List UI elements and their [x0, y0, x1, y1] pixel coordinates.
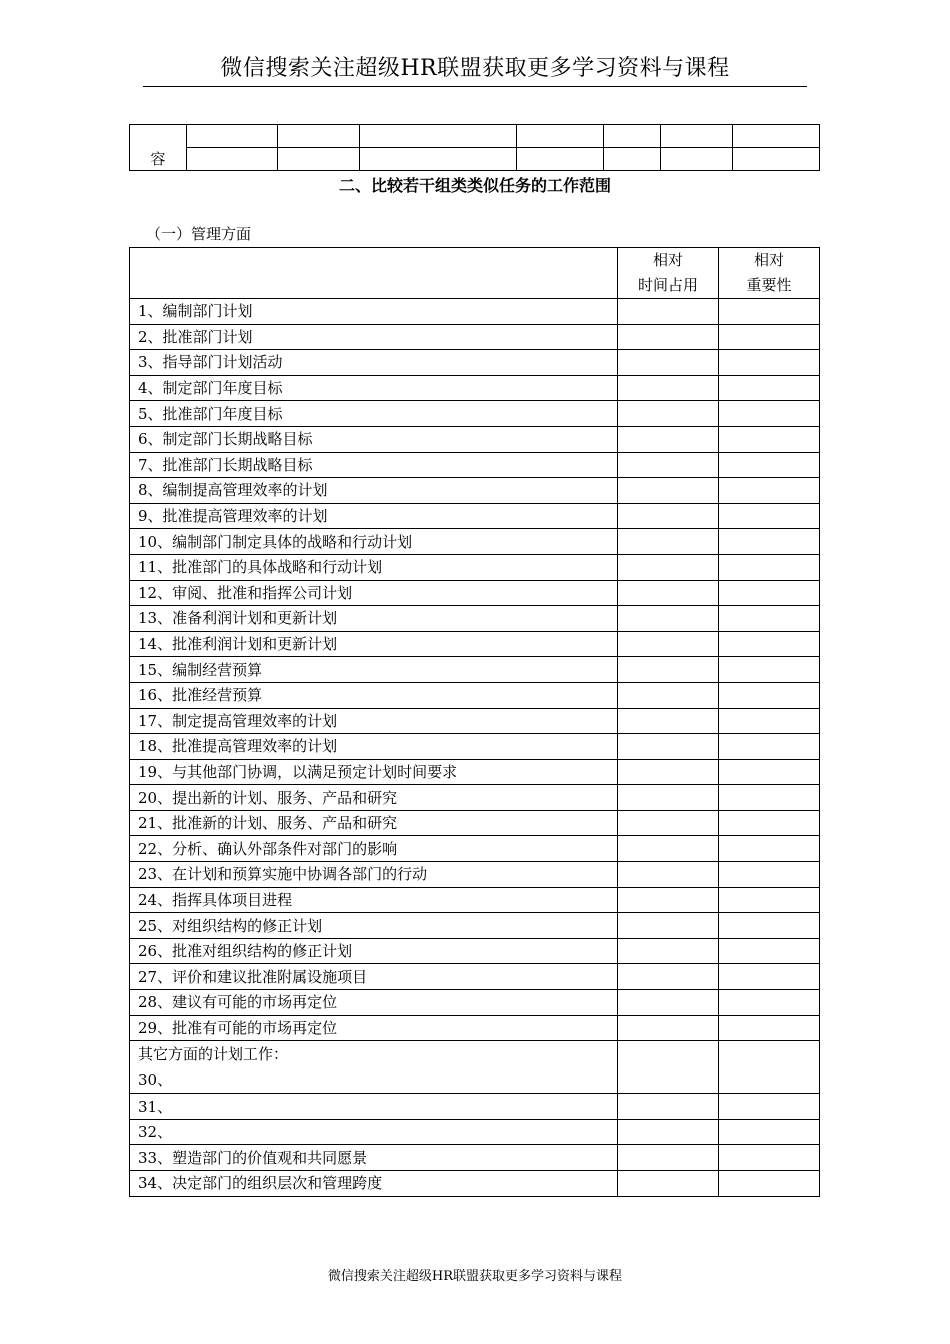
- time-share-cell[interactable]: [618, 452, 719, 478]
- task-label: 7、批准部门长期战略目标: [130, 452, 618, 478]
- task-label: 25、对组织结构的修正计划: [130, 913, 618, 939]
- fragment-cell[interactable]: [278, 148, 360, 171]
- time-share-cell[interactable]: [618, 1145, 719, 1171]
- time-share-cell[interactable]: [618, 529, 719, 555]
- task-label: 15、编制经营预算: [130, 657, 618, 683]
- header-blank-cell: [130, 248, 618, 299]
- task-label: 33、塑造部门的价值观和共同愿景: [130, 1145, 618, 1171]
- time-share-cell[interactable]: [618, 990, 719, 1016]
- importance-cell[interactable]: [719, 964, 820, 990]
- time-share-cell[interactable]: [618, 964, 719, 990]
- task-label: 4、制定部门年度目标: [130, 375, 618, 401]
- importance-cell[interactable]: [719, 938, 820, 964]
- time-share-cell[interactable]: [618, 682, 719, 708]
- task-label: 9、批准提高管理效率的计划: [130, 503, 618, 529]
- time-share-cell[interactable]: [618, 938, 719, 964]
- task-label: 27、评价和建议批准附属设施项目: [130, 964, 618, 990]
- time-share-cell[interactable]: [618, 375, 719, 401]
- importance-cell[interactable]: [719, 1094, 820, 1120]
- task-label: 34、决定部门的组织层次和管理跨度: [130, 1171, 618, 1197]
- time-share-cell[interactable]: [618, 1015, 719, 1041]
- task-label: 24、指挥具体项目进程: [130, 887, 618, 913]
- column-header-time-line2: 时间占用: [637, 276, 698, 294]
- time-share-cell[interactable]: [618, 580, 719, 606]
- fragment-cell[interactable]: [360, 125, 517, 148]
- task-label: 3、指导部门计划活动: [130, 350, 618, 376]
- column-header-importance-line2: 重要性: [746, 276, 792, 294]
- importance-cell[interactable]: [719, 478, 820, 504]
- table-row: [130, 324, 820, 350]
- time-share-cell[interactable]: [618, 759, 719, 785]
- importance-cell[interactable]: [719, 1119, 820, 1145]
- importance-cell[interactable]: [719, 426, 820, 452]
- task-label: 18、批准提高管理效率的计划: [130, 734, 618, 760]
- time-share-cell[interactable]: [618, 913, 719, 939]
- table-row: [130, 810, 820, 836]
- time-share-cell[interactable]: [618, 734, 719, 760]
- task-label: 16、批准经营预算: [130, 682, 618, 708]
- table-row: [130, 708, 820, 734]
- task-label: 22、分析、确认外部条件对部门的影响: [130, 836, 618, 862]
- time-share-cell[interactable]: [618, 478, 719, 504]
- column-header-time: [618, 248, 719, 299]
- section-title: 二、比较若干组类类似任务的工作范围: [338, 176, 611, 195]
- task-label: 2、批准部门计划: [130, 324, 618, 350]
- table-row: [130, 426, 820, 452]
- time-share-cell[interactable]: [618, 299, 719, 325]
- other-plans-heading: 其它方面的计划工作：: [138, 1045, 289, 1064]
- table-row: [130, 836, 820, 862]
- table-row: [130, 913, 820, 939]
- importance-cell[interactable]: [719, 606, 820, 632]
- table-row: [130, 1145, 820, 1171]
- page-footer: 微信搜索关注超级HR联盟获取更多学习资料与课程: [327, 1269, 623, 1284]
- task-label: 6、制定部门长期战略目标: [130, 426, 618, 452]
- importance-cell[interactable]: [719, 529, 820, 555]
- table-row: [130, 401, 820, 427]
- importance-cell[interactable]: [719, 299, 820, 325]
- fragment-cell[interactable]: [278, 125, 360, 148]
- task-label: 5、批准部门年度目标: [130, 401, 618, 427]
- table-row: [130, 554, 820, 580]
- column-header-importance: [719, 248, 820, 299]
- time-share-cell[interactable]: [618, 657, 719, 683]
- table-row: [130, 580, 820, 606]
- fragment-cell[interactable]: [187, 148, 278, 171]
- task-label: 21、批准新的计划、服务、产品和研究: [130, 810, 618, 836]
- table-row: [130, 529, 820, 555]
- time-share-cell[interactable]: [618, 1041, 719, 1094]
- fragment-cell[interactable]: [733, 148, 820, 171]
- table-row: [130, 862, 820, 888]
- importance-cell[interactable]: [719, 708, 820, 734]
- importance-cell[interactable]: [719, 785, 820, 811]
- table-row: [130, 452, 820, 478]
- task-label: 8、编制提高管理效率的计划: [130, 478, 618, 504]
- fragment-cell[interactable]: [661, 148, 733, 171]
- time-share-cell[interactable]: [618, 708, 719, 734]
- table-row: [130, 657, 820, 683]
- task-label: 12、审阅、批准和指挥公司计划: [130, 580, 618, 606]
- importance-cell[interactable]: [719, 887, 820, 913]
- importance-cell[interactable]: [719, 1145, 820, 1171]
- time-share-cell[interactable]: [618, 785, 719, 811]
- importance-cell[interactable]: [719, 580, 820, 606]
- task-label: 17、制定提高管理效率的计划: [130, 708, 618, 734]
- fragment-cell[interactable]: [661, 125, 733, 148]
- importance-cell[interactable]: [719, 990, 820, 1016]
- importance-cell[interactable]: [719, 452, 820, 478]
- table-row: [130, 375, 820, 401]
- fragment-cell[interactable]: [517, 125, 604, 148]
- header-divider: [143, 86, 807, 87]
- importance-cell[interactable]: [719, 734, 820, 760]
- time-share-cell[interactable]: [618, 1171, 719, 1197]
- management-tasks-table: [129, 247, 820, 1197]
- importance-cell[interactable]: [719, 324, 820, 350]
- task-label: 32、: [130, 1119, 618, 1145]
- fragment-cell[interactable]: [604, 148, 661, 171]
- time-share-cell[interactable]: [618, 324, 719, 350]
- importance-cell[interactable]: [719, 836, 820, 862]
- task-label: 1、编制部门计划: [130, 299, 618, 325]
- importance-cell[interactable]: [719, 375, 820, 401]
- time-share-cell[interactable]: [618, 554, 719, 580]
- task-label: 23、在计划和预算实施中协调各部门的行动: [130, 862, 618, 888]
- time-share-cell[interactable]: [618, 426, 719, 452]
- importance-cell[interactable]: [719, 631, 820, 657]
- table-row: [130, 1041, 820, 1094]
- other-item-30: 30、: [138, 1071, 173, 1090]
- task-label: 10、编制部门制定具体的战略和行动计划: [130, 529, 618, 555]
- table-row: [130, 682, 820, 708]
- task-label: 13、准备利润计划和更新计划: [130, 606, 618, 632]
- time-share-cell[interactable]: [618, 810, 719, 836]
- other-plans-cell: [130, 1041, 618, 1094]
- table-row: [130, 1171, 820, 1197]
- importance-cell[interactable]: [719, 1041, 820, 1094]
- table-row: [130, 1119, 820, 1145]
- importance-cell[interactable]: [719, 862, 820, 888]
- time-share-cell[interactable]: [618, 1119, 719, 1145]
- page-header-title: 微信搜索关注超级HR联盟获取更多学习资料与课程: [220, 56, 730, 81]
- table-row: [130, 631, 820, 657]
- importance-cell[interactable]: [719, 759, 820, 785]
- fragment-cell[interactable]: [517, 148, 604, 171]
- previous-table-fragment: [129, 124, 820, 171]
- fragment-cell[interactable]: [187, 125, 278, 148]
- task-label: 11、批准部门的具体战略和行动计划: [130, 554, 618, 580]
- table-row: [130, 887, 820, 913]
- fragment-cell[interactable]: [733, 125, 820, 148]
- importance-cell[interactable]: [719, 1015, 820, 1041]
- task-label: 26、批准对组织结构的修正计划: [130, 938, 618, 964]
- task-label: 28、建议有可能的市场再定位: [130, 990, 618, 1016]
- table-row: [130, 964, 820, 990]
- task-label: 31、: [130, 1094, 618, 1120]
- table-row: [130, 990, 820, 1016]
- table-row: [130, 1015, 820, 1041]
- column-header-time-line1: 相对: [652, 251, 683, 269]
- table-row: [130, 1094, 820, 1120]
- time-share-cell[interactable]: [618, 401, 719, 427]
- importance-cell[interactable]: [719, 913, 820, 939]
- importance-cell[interactable]: [719, 350, 820, 376]
- time-share-cell[interactable]: [618, 631, 719, 657]
- column-header-importance-line1: 相对: [753, 251, 784, 269]
- table-row: [130, 606, 820, 632]
- importance-cell[interactable]: [719, 401, 820, 427]
- time-share-cell[interactable]: [618, 606, 719, 632]
- time-share-cell[interactable]: [618, 887, 719, 913]
- fragment-cell[interactable]: [604, 125, 661, 148]
- fragment-label-cell: 容: [130, 125, 187, 171]
- table-row: [130, 299, 820, 325]
- table-row: [130, 350, 820, 376]
- task-label: 14、批准利润计划和更新计划: [130, 631, 618, 657]
- time-share-cell[interactable]: [618, 862, 719, 888]
- importance-cell[interactable]: [719, 682, 820, 708]
- time-share-cell[interactable]: [618, 503, 719, 529]
- subsection-title: （一）管理方面: [146, 225, 252, 243]
- importance-cell[interactable]: [719, 1171, 820, 1197]
- table-row: [130, 785, 820, 811]
- table-row: [130, 759, 820, 785]
- task-label: 20、提出新的计划、服务、产品和研究: [130, 785, 618, 811]
- task-label: 19、与其他部门协调，以满足预定计划时间要求: [130, 759, 618, 785]
- importance-cell[interactable]: [719, 554, 820, 580]
- table-row: [130, 938, 820, 964]
- importance-cell[interactable]: [719, 503, 820, 529]
- table-row: [130, 734, 820, 760]
- time-share-cell[interactable]: [618, 836, 719, 862]
- importance-cell[interactable]: [719, 657, 820, 683]
- time-share-cell[interactable]: [618, 350, 719, 376]
- table-row: [130, 478, 820, 504]
- task-label: 29、批准有可能的市场再定位: [130, 1015, 618, 1041]
- time-share-cell[interactable]: [618, 1094, 719, 1120]
- table-row: [130, 503, 820, 529]
- fragment-cell[interactable]: [360, 148, 517, 171]
- importance-cell[interactable]: [719, 810, 820, 836]
